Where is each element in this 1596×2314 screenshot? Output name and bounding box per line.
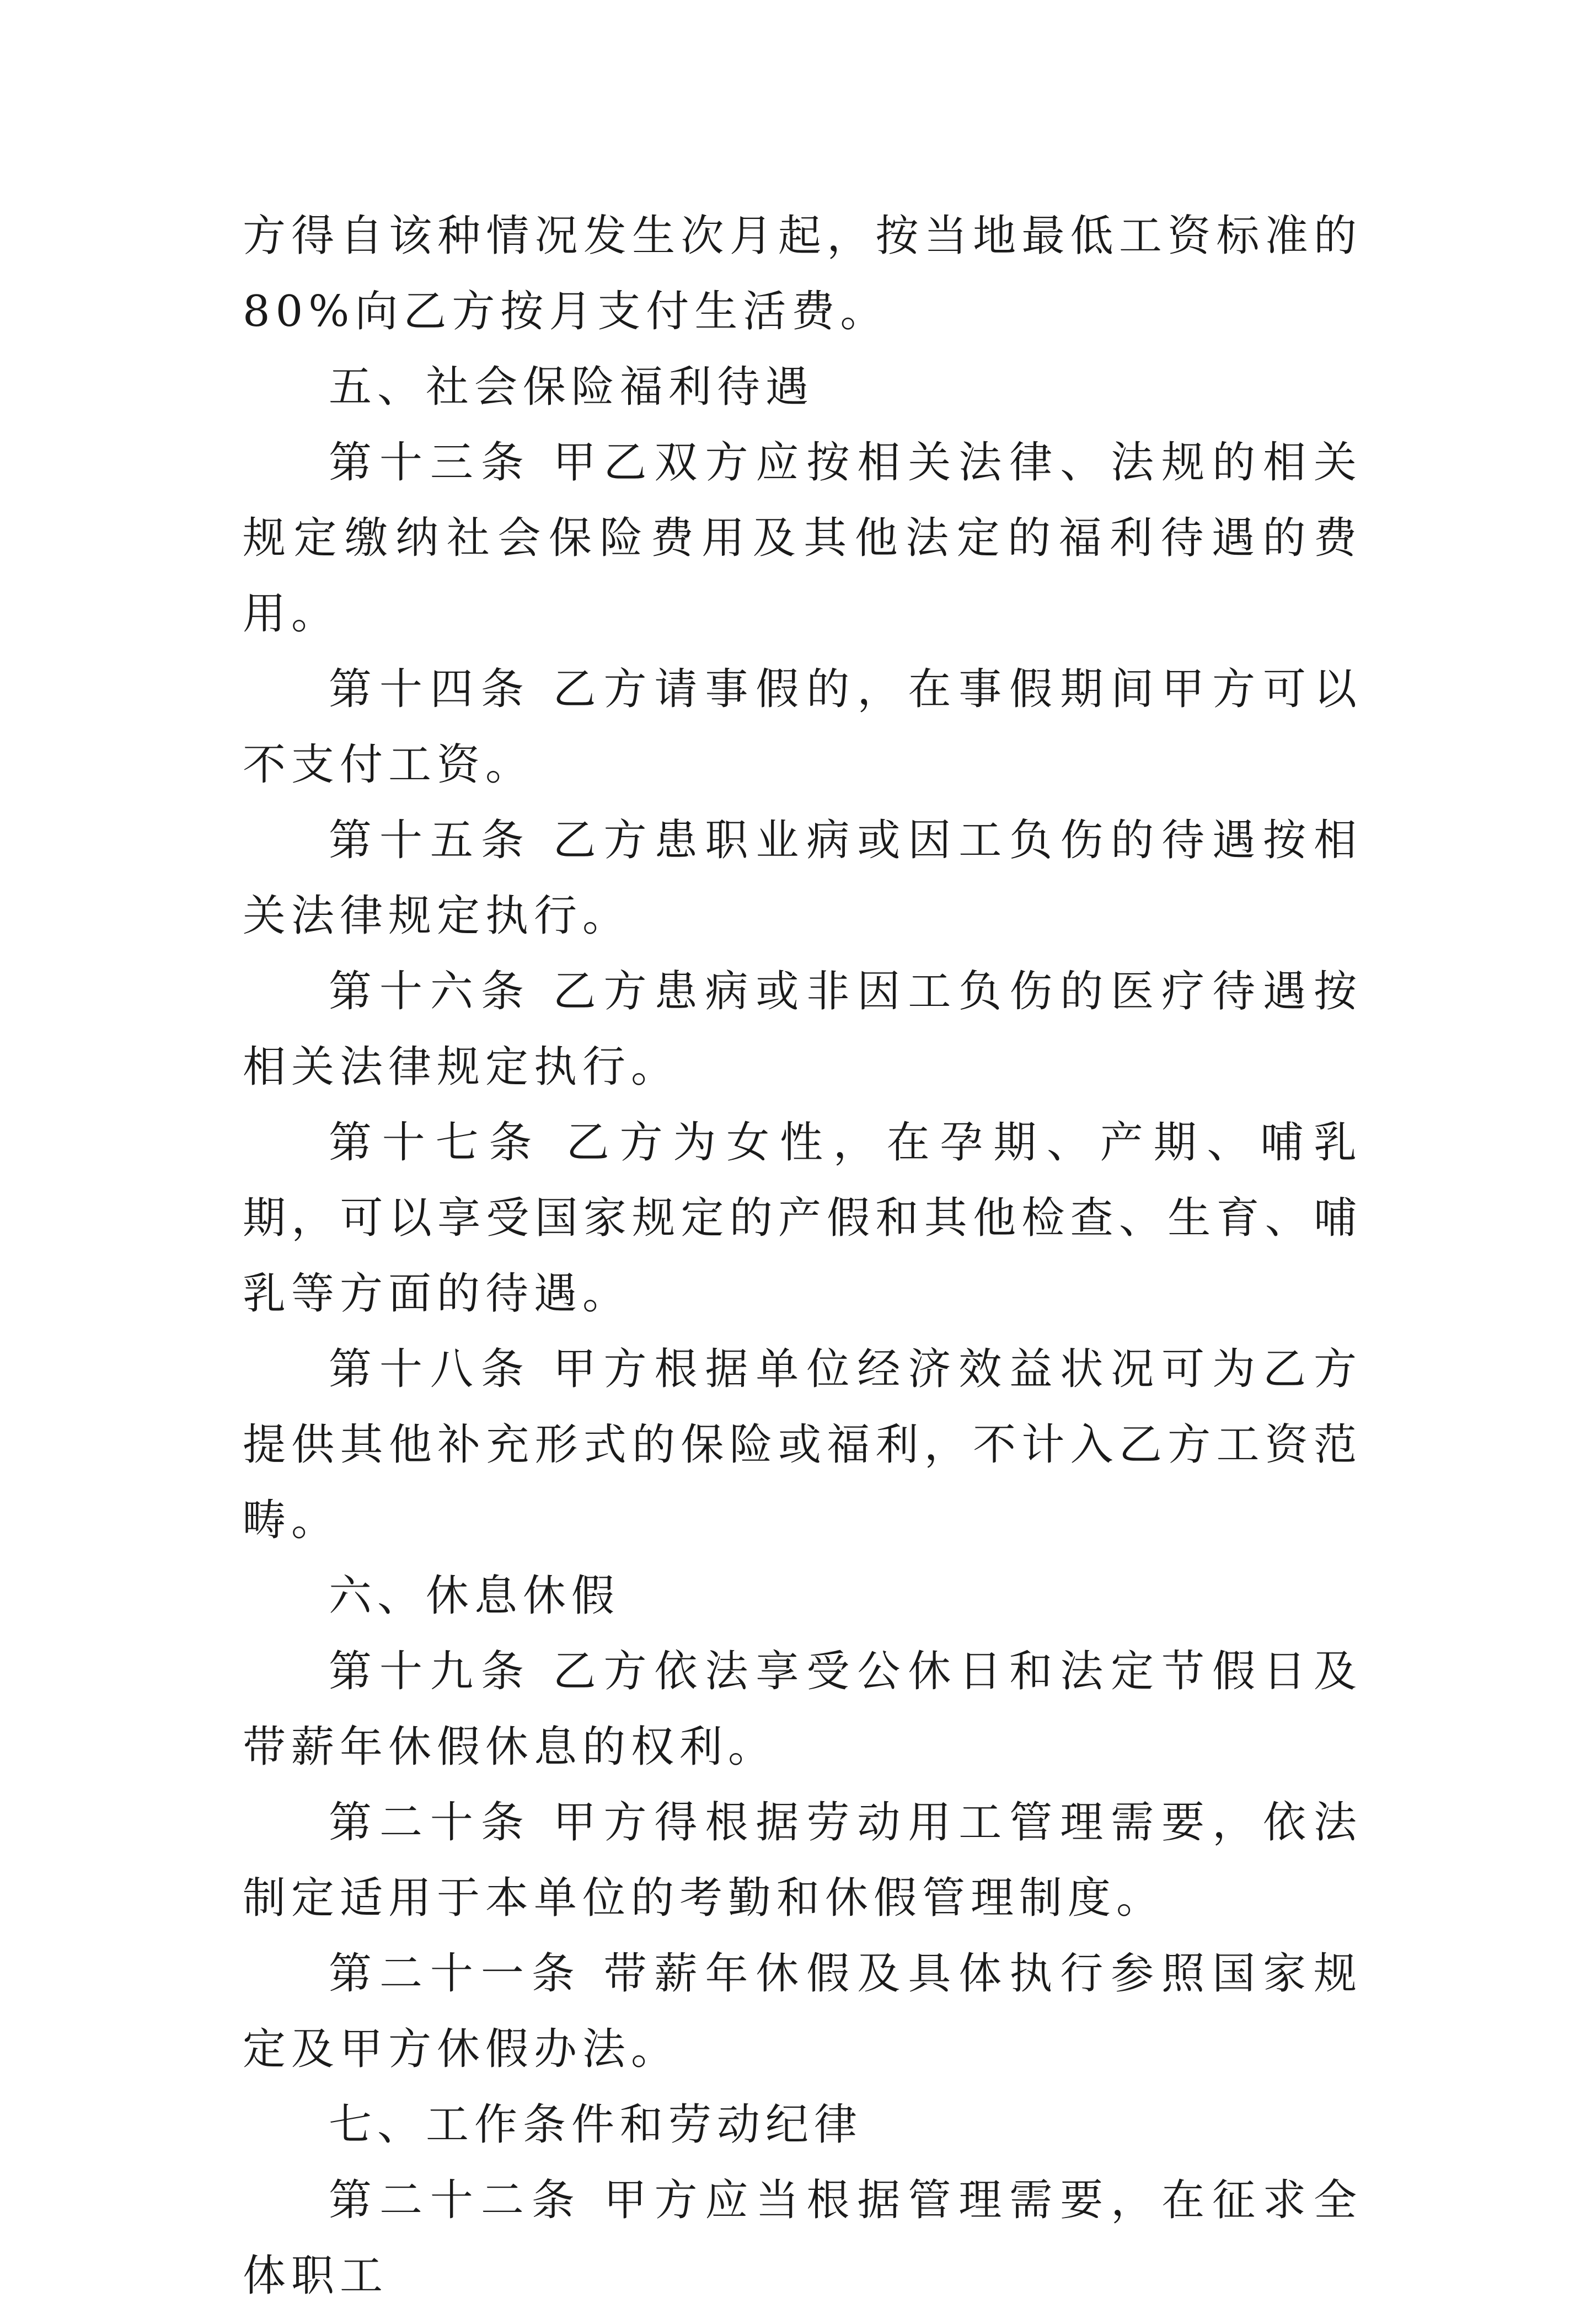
article-15: 第十五条 乙方患职业病或因工负伤的待遇按相关法律规定执行。 xyxy=(243,816,1362,941)
paragraph-continuation: 方得自该种情况发生次月起，按当地最低工资标准的80%向乙方按月支付生活费。 xyxy=(243,211,1362,336)
section-heading-social-insurance: 五、社会保险福利待遇 xyxy=(329,362,815,412)
article-16: 第十六条 乙方患病或非因工负伤的医疗待遇按相关法律规定执行。 xyxy=(243,967,1362,1092)
article-21: 第二十一条 带薪年休假及具体执行参照国家规定及甲方休假办法。 xyxy=(243,1949,1362,2074)
article-22: 第二十二条 甲方应当根据管理需要，在征求全体职工 xyxy=(243,2176,1362,2301)
article-18: 第十八条 甲方根据单位经济效益状况可为乙方提供其他补充形式的保险或福利，不计入乙方工资范畴。 xyxy=(243,1345,1362,1545)
section-heading-work-conditions: 七、工作条件和劳动纪律 xyxy=(329,2100,863,2150)
article-14: 第十四条 乙方请事假的，在事假期间甲方可以不支付工资。 xyxy=(243,665,1362,790)
article-19: 第十九条 乙方依法享受公休日和法定节假日及带薪年休假休息的权利。 xyxy=(243,1647,1362,1772)
article-20: 第二十条 甲方得根据劳动用工管理需要，依法制定适用于本单位的考勤和休假管理制度。 xyxy=(243,1798,1362,1923)
section-heading-rest-leave: 六、休息休假 xyxy=(329,1571,620,1621)
document-body xyxy=(243,199,1362,2314)
article-17: 第十七条 乙方为女性，在孕期、产期、哺乳期，可以享受国家规定的产假和其他检查、生育、哺乳等方面的待遇。 xyxy=(243,1118,1362,1319)
article-13: 第十三条 甲乙双方应按相关法律、法规的相关规定缴纳社会保险费用及其他法定的福利待遇的费用。 xyxy=(243,438,1362,639)
